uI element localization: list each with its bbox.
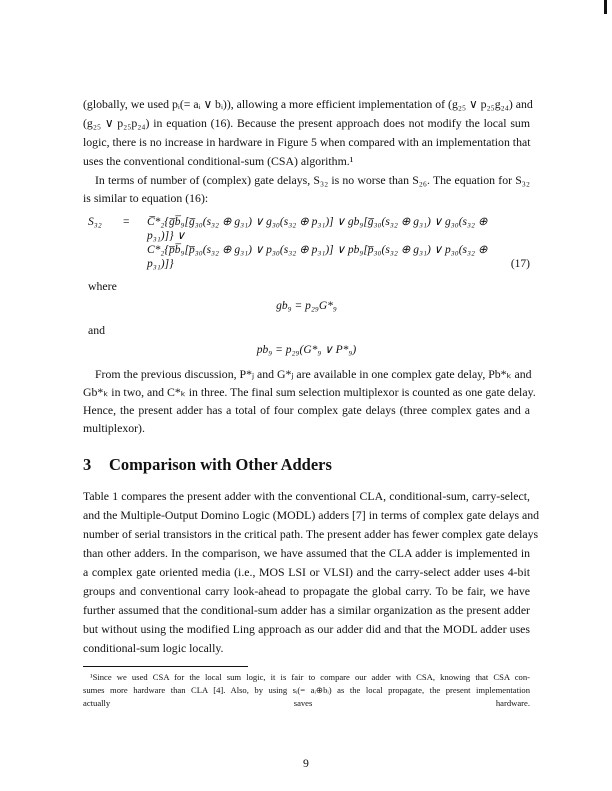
- text-line: Gb*ₖ in two, and C*ₖ in three. The final sum selection multiplexor is counted as one gate delay.: [83, 385, 536, 399]
- text-line: groups and conventional carry look-ahead to propagate the global carry. To be fair, we have: [83, 584, 530, 598]
- text-line: logic, there is no increase in hardware in Figure 5 when compared with an implementation that: [83, 135, 531, 149]
- equation-equals: =: [123, 216, 130, 228]
- text-line: Hence, the present adder has a total of four complex gate delays (three complex gates and a: [83, 403, 530, 417]
- text-line: a complex gate oriented media (i.e., MOS LSI or VLSI) and the carry-select adder uses 4-bit: [83, 565, 530, 579]
- text-where: where: [88, 279, 117, 293]
- text-line: further assumed that the conditional-sum adder has a similar organization as the present adder: [83, 603, 530, 617]
- equation-pb9: pb₉ = p₂₉(G*₉ ∨ P*₉): [256, 344, 357, 356]
- footnote-line: ¹Since we used CSA for the local sum logic, it is fair to compare our adder with CSA, knowing that CSA con-: [90, 672, 530, 682]
- text-line: (globally, we used pᵢ(= aᵢ ∨ bᵢ)), allowing a more efficient implementation of (g₂₅ ∨ p₂₅g₂₄) and: [83, 97, 533, 111]
- text-line: (g₂₅ ∨ p₂₅p₂₄) in equation (16). Because the present approach does not modify the local sum: [83, 116, 530, 130]
- text-line: and the Multiple-Output Domino Logic (MODL) adders [7] in terms of complex gate delays and: [83, 508, 540, 522]
- scan-mark: [604, 0, 607, 14]
- text-line: uses the conventional conditional-sum (CSA) algorithm.¹: [83, 154, 354, 168]
- text-line: is similar to equation (16):: [83, 191, 209, 205]
- equation-lhs: S₃₂: [88, 216, 102, 228]
- text-line: number of serial transistors in the critical path. The present adder has fewer complex gate delays: [83, 527, 539, 541]
- footnote-line: actually saves hardware.: [83, 698, 530, 708]
- equation-line-1: C̅*₂{g̅b̅₉[g̅₃₀(s₃₂ ⊕ g₃₁) ∨ g₃₀(s₃₂ ⊕ p₃₁)] ∨ gb₉[g̅₃₀(s₃₂ ⊕ g₃₁) ∨ g₃₀(s₃₂ ⊕ p₃₁)]} ∨: [147, 216, 488, 242]
- equation-17: [88, 215, 530, 271]
- text-line: Table 1 compares the present adder with the conventional CLA, conditional-sum, carry-select,: [83, 489, 530, 503]
- text-line: multiplexor).: [83, 421, 145, 435]
- equation-line-2: C*₂{p̅b̅₉[p̅₃₀(s₃₂ ⊕ g₃₁) ∨ p₃₀(s₃₂ ⊕ p₃₁)] ∨ pb₉[p̅₃₀(s₃₂ ⊕ g₃₁) ∨ p₃₀(s₃₂ ⊕ p₃₁)]}: [147, 244, 488, 270]
- section-number: 3: [83, 455, 92, 474]
- page-number: 9: [303, 756, 309, 770]
- equation-number: (17): [510, 258, 530, 270]
- footnote-rule: [83, 666, 248, 667]
- text-line: than other adders. In the comparison, we have assumed that the CLA adder is implemented in: [83, 546, 530, 560]
- section-title: Comparison with Other Adders: [109, 455, 332, 474]
- text-line: but without using the modified Ling approach as our adder did and that the MODL adder uses: [83, 622, 530, 636]
- footnote-line: sumes more hardware than CLA [4]. Also, by using sᵢ(= aᵢ⊕bᵢ) as the local propagate, the present implementation: [83, 685, 530, 695]
- equation-gb9: gb₉ = p₂₉G*₉: [276, 300, 337, 312]
- text-and: and: [88, 323, 106, 337]
- text-line: In terms of number of (complex) gate delays, S₃₂ is no worse than S₂₆. The equation for S₃₂: [95, 173, 530, 187]
- section-heading: [83, 455, 530, 475]
- text-line: conditional-sum logic locally.: [83, 641, 224, 655]
- text-line: From the previous discussion, P*ⱼ and G*ⱼ are available in one complex gate delay, Pb*ₖ and: [95, 367, 532, 381]
- page-body: [83, 95, 540, 710]
